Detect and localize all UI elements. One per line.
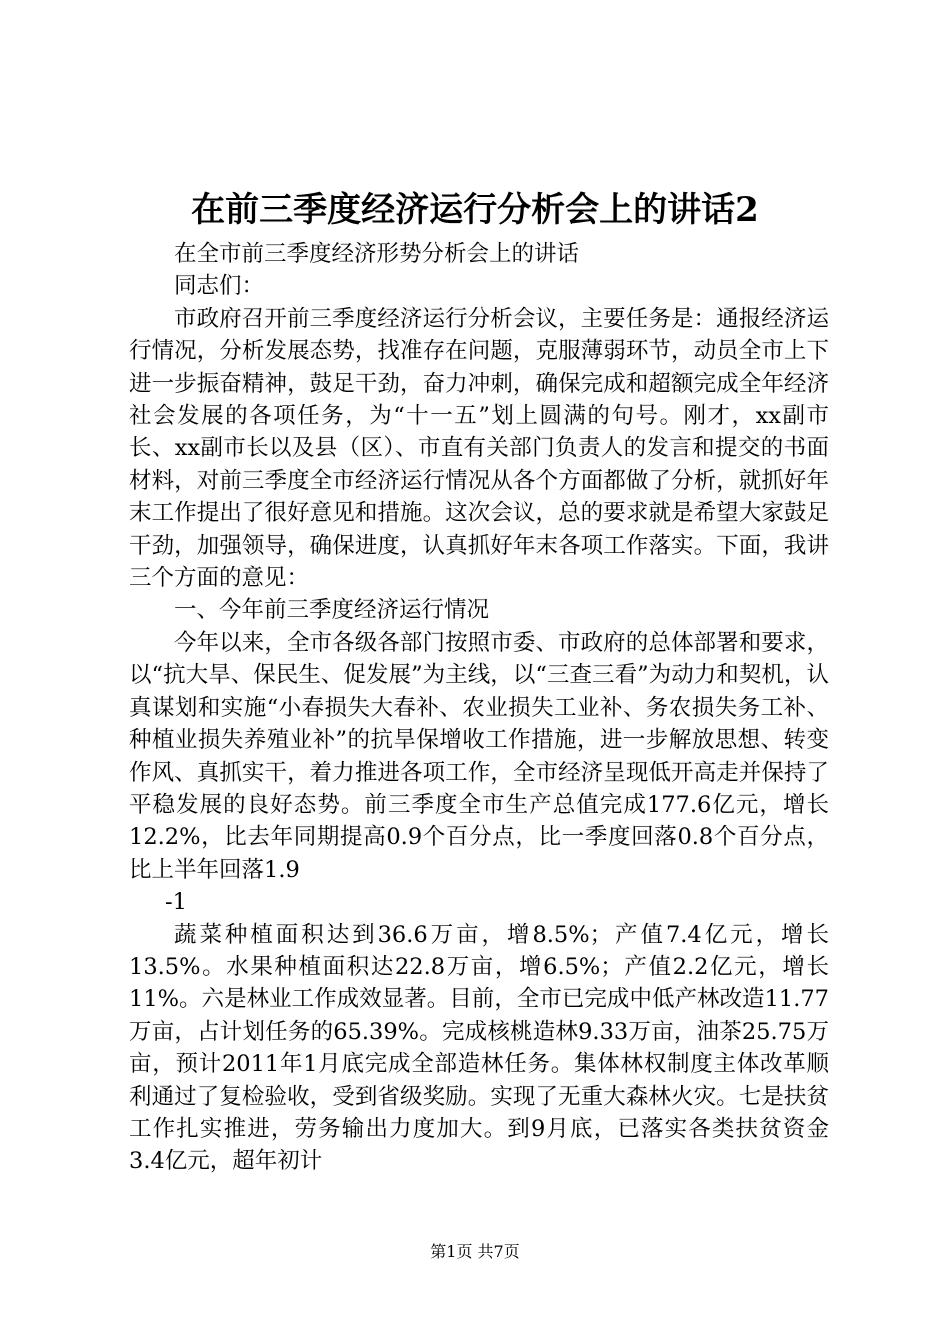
body-paragraph: 蔬菜种植面积达到36.6万亩，增8.5%；产值7.4亿元，增长13.5%。水果种植面积达22.8万亩，增6.5%；产值2.2亿元，增长11%。六是林业工作成效显著。目前，全市已完成中低产林改造11.77万亩，占计划任务的65.39%。完成核桃造林9.33万亩，油茶25.75万亩，预计2011年1月底完成全部造林任务。集体林权制度主体改革顺利通过了复检验收，受到省级奖励。实现了无重大森林火灾。七是扶贫工作扎实推进，劳务输出力度加大。到9月底，已落实各类扶贫资金3.4亿元，超年初计 (129, 921, 829, 1175)
salutation-paragraph: 同志们： (174, 273, 265, 300)
section-heading: 一、今年前三季度经济运行情况 (174, 597, 490, 624)
subtitle-paragraph: 在全市前三季度经济形势分析会上的讲话 (174, 241, 580, 267)
body-paragraph: 市政府召开前三季度经济运行分析会议，主要任务是：通报经济运行情况，分析发展态势，找准存在问题，克服薄弱环节，动员全市上下进一步振奋精神，鼓足干劲，奋力冲刺，确保完成和超额完成全年经济社会发展的各项任务，为“十一五”划上圆满的句号。刚才，xx副市长、xx副市长以及县（区）、市直有关部门负责人的发言和提交的书面材料，对前三季度全市经济运行情况从各个方面都做了分析，就抓好年末工作提出了很好意见和措施。这次会议，总的要求就是希望大家鼓足干劲，加强领导，确保进度，认真抓好年末各项工作落实。下面，我讲三个方面的意见： (129, 305, 829, 592)
document-title: 在前三季度经济运行分析会上的讲话2 (191, 190, 759, 230)
page-footer: 第1页 共7页 (430, 1242, 520, 1261)
document-body (129, 238, 829, 1178)
page-break-marker: -1 (165, 889, 187, 916)
body-paragraph: 今年以来，全市各级各部门按照市委、市政府的总体部署和要求，以“抗大旱、保民生、促发展”为主线，以“三查三看”为动力和契机，认真谋划和实施“小春损失大春补、农业损失工业补、务农损失务工补、种植业损失养殖业补”的抗旱保增收工作措施，进一步解放思想、转变作风、真抓实干，着力推进各项工作，全市经济呈现低开高走并保持了平稳发展的良好态势。前三季度全市生产总值完成177.6亿元，增长12.2%，比去年同期提高0.9个百分点，比一季度回落0.8个百分点，比上半年回落1.9 (129, 629, 829, 883)
